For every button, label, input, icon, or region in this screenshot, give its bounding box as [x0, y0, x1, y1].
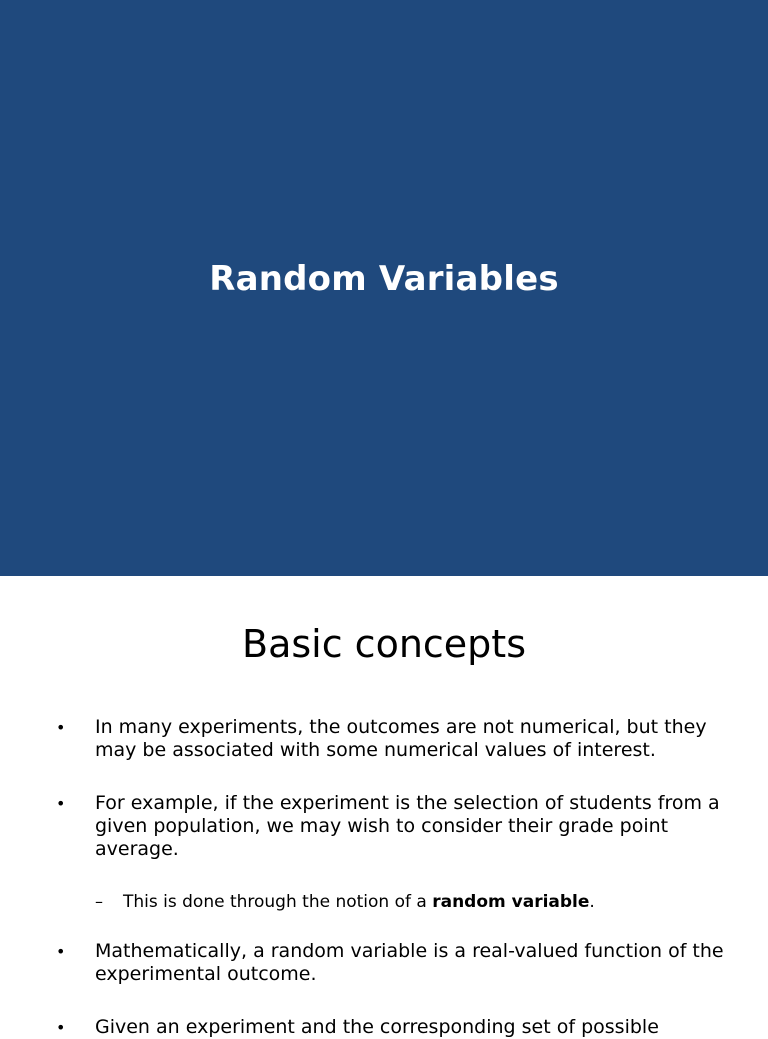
- sub-bullet-text-after: .: [589, 892, 595, 912]
- bullet-marker: •: [56, 1018, 66, 1037]
- sub-bullet-marker: –: [95, 892, 103, 911]
- bullet-text: Mathematically, a random variable is a real-valued function of the experimental outcome.: [95, 940, 724, 985]
- bullet-marker: •: [56, 718, 66, 737]
- content-slide: [0, 576, 768, 1038]
- sub-bullet-text: [123, 891, 723, 913]
- slide-title: Random Variables: [209, 259, 559, 299]
- bullet-marker: •: [56, 942, 66, 961]
- sub-bullet-text-before: This is done through the notion of a: [123, 892, 433, 912]
- bold-term: random variable: [432, 892, 590, 912]
- bullet-marker: •: [56, 794, 66, 813]
- bullet-text: In many experiments, the outcomes are not numerical, but they may be associated with some numerical values of interest.: [95, 716, 707, 761]
- bullet-text: Given an experiment and the corresponding set of possible: [95, 1016, 659, 1038]
- slide-heading: Basic concepts: [242, 622, 526, 666]
- bullet-text: For example, if the experiment is the selection of students from a given population, we may wish to consider their grade point average.: [95, 792, 720, 860]
